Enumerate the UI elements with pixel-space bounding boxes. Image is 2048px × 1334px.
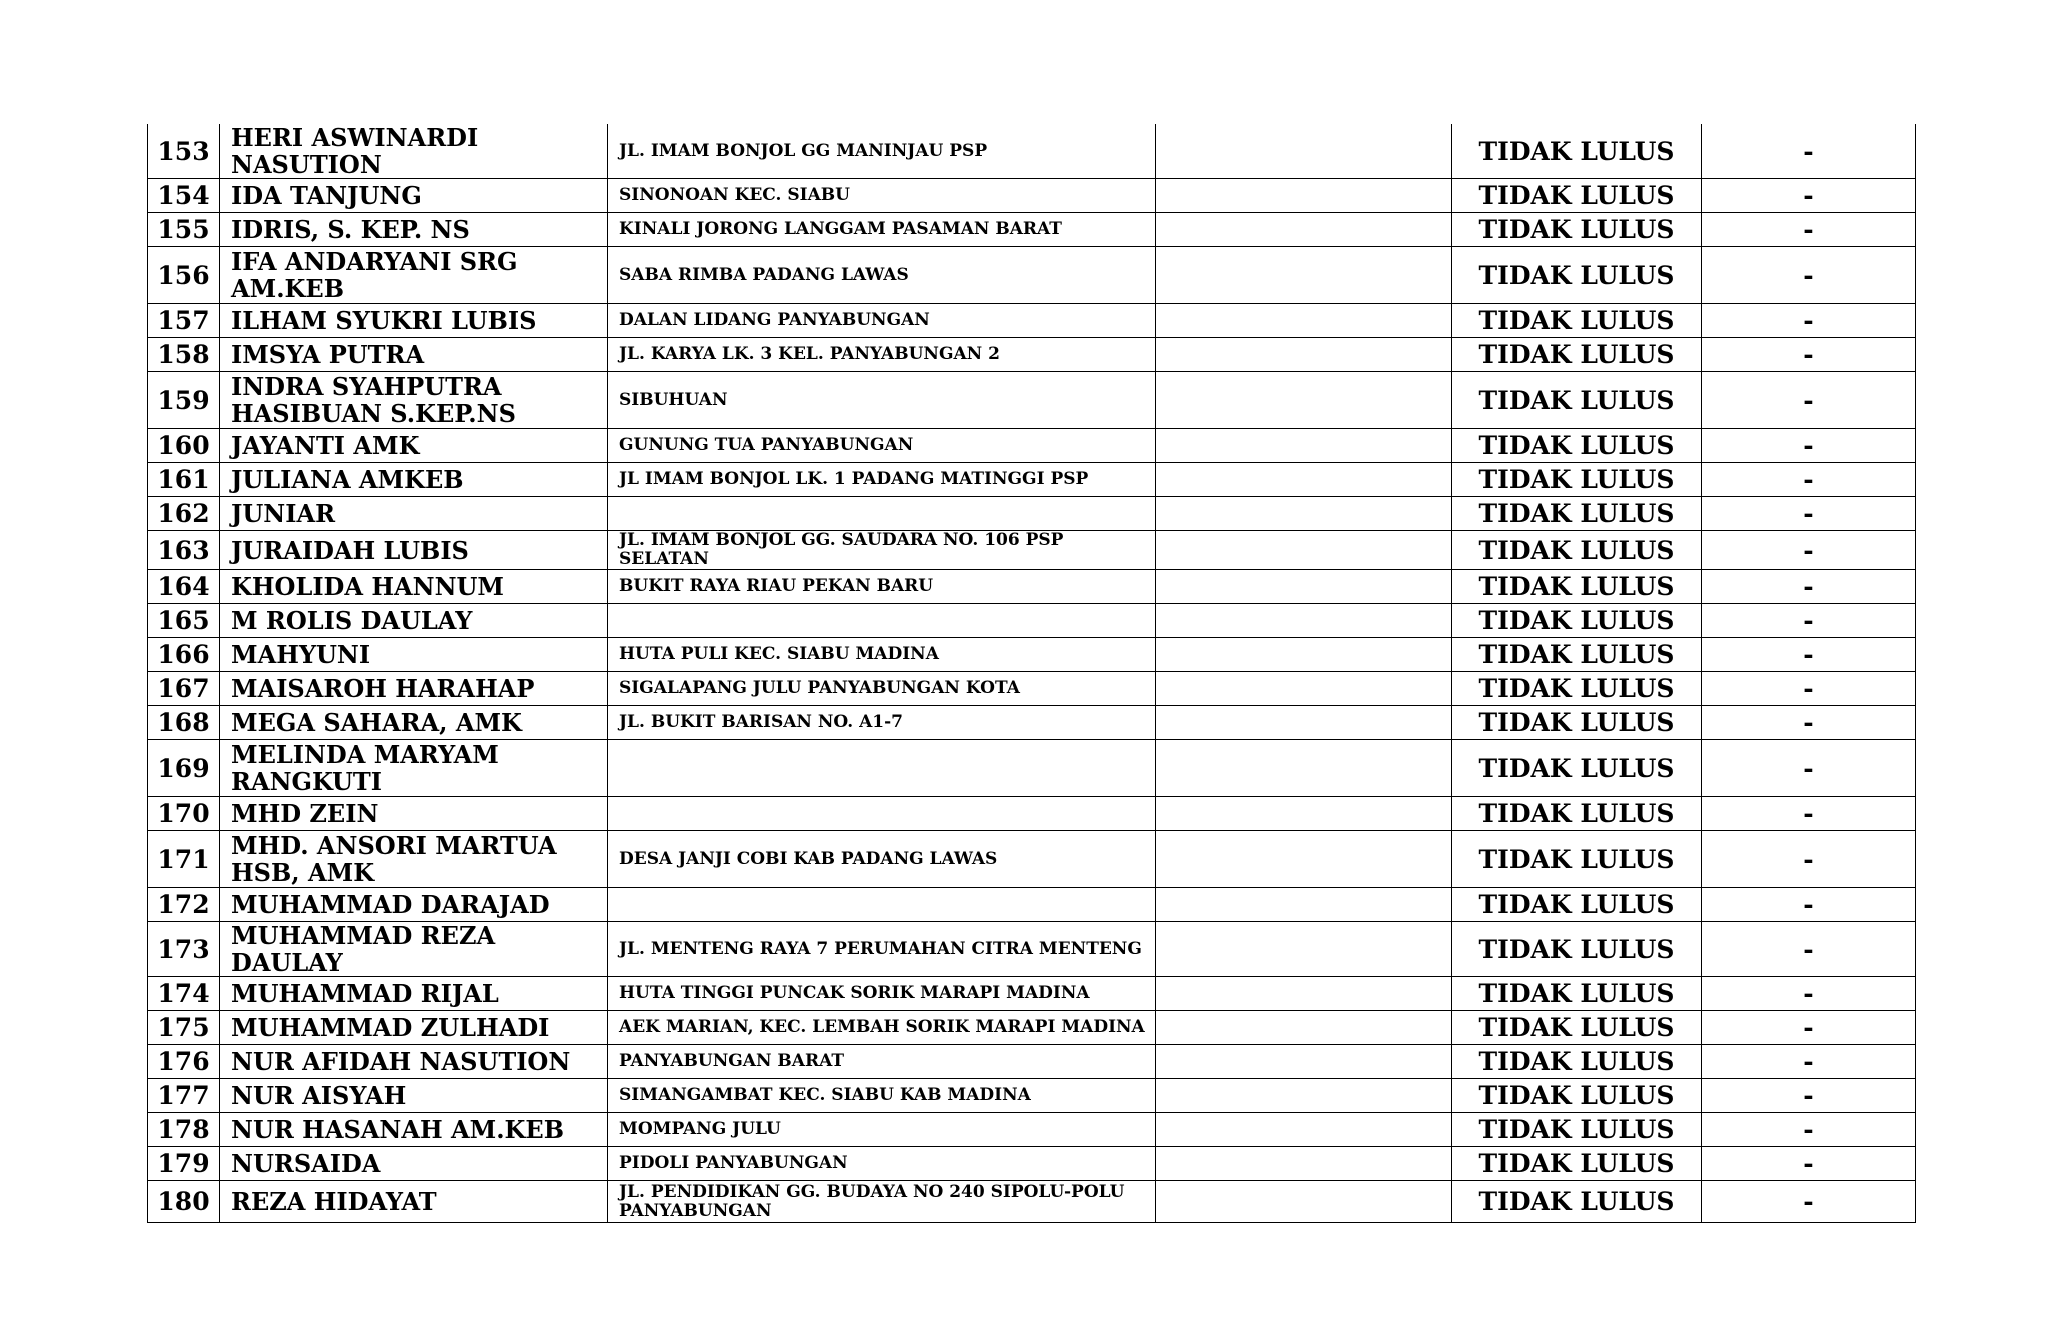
note-cell: -: [1702, 570, 1916, 604]
table-row: [148, 1113, 1916, 1147]
results-table-body: [148, 124, 1916, 1223]
empty-cell: [1156, 463, 1452, 497]
note-cell: -: [1702, 179, 1916, 213]
table-row: [148, 888, 1916, 922]
note-cell: -: [1702, 1147, 1916, 1181]
empty-cell: [1156, 672, 1452, 706]
status-cell: TIDAK LULUS: [1452, 497, 1702, 531]
status-cell: TIDAK LULUS: [1452, 740, 1702, 797]
row-number-cell: 156: [148, 247, 220, 304]
address-cell: [608, 497, 1156, 531]
row-number-cell: 175: [148, 1011, 220, 1045]
participant-name-cell: IDRIS, S. KEP. NS: [220, 213, 608, 247]
note-cell: -: [1702, 497, 1916, 531]
row-number-cell: 167: [148, 672, 220, 706]
participant-name-cell: MAHYUNI: [220, 638, 608, 672]
table-row: [148, 740, 1916, 797]
participant-name-cell: INDRA SYAHPUTRA HASIBUAN S.KEP.NS: [220, 372, 608, 429]
participant-name-cell: JUNIAR: [220, 497, 608, 531]
address-cell: MOMPANG JULU: [608, 1113, 1156, 1147]
empty-cell: [1156, 338, 1452, 372]
participant-name-cell: MUHAMMAD RIJAL: [220, 977, 608, 1011]
table-row: [148, 570, 1916, 604]
row-number-cell: 171: [148, 831, 220, 888]
participant-name-cell: MEGA SAHARA, AMK: [220, 706, 608, 740]
participant-name-cell: KHOLIDA HANNUM: [220, 570, 608, 604]
participant-name-cell: NUR HASANAH AM.KEB: [220, 1113, 608, 1147]
row-number-cell: 157: [148, 304, 220, 338]
empty-cell: [1156, 797, 1452, 831]
row-number-cell: 174: [148, 977, 220, 1011]
status-cell: TIDAK LULUS: [1452, 638, 1702, 672]
participant-name-cell: IMSYA PUTRA: [220, 338, 608, 372]
empty-cell: [1156, 638, 1452, 672]
row-number-cell: 160: [148, 429, 220, 463]
status-cell: TIDAK LULUS: [1452, 672, 1702, 706]
address-cell: JL. IMAM BONJOL GG MANINJAU PSP: [608, 124, 1156, 179]
participant-name-cell: NUR AFIDAH NASUTION: [220, 1045, 608, 1079]
status-cell: TIDAK LULUS: [1452, 922, 1702, 977]
status-cell: TIDAK LULUS: [1452, 429, 1702, 463]
note-cell: -: [1702, 672, 1916, 706]
empty-cell: [1156, 1045, 1452, 1079]
address-cell: SIGALAPANG JULU PANYABUNGAN KOTA: [608, 672, 1156, 706]
status-cell: TIDAK LULUS: [1452, 124, 1702, 179]
note-cell: -: [1702, 247, 1916, 304]
address-cell: [608, 797, 1156, 831]
table-row: [148, 977, 1916, 1011]
table-row: [148, 638, 1916, 672]
address-cell: JL. PENDIDIKAN GG. BUDAYA NO 240 SIPOLU-POLU PANYABUNGAN: [608, 1181, 1156, 1223]
status-cell: TIDAK LULUS: [1452, 338, 1702, 372]
table-row: [148, 429, 1916, 463]
empty-cell: [1156, 740, 1452, 797]
empty-cell: [1156, 1113, 1452, 1147]
participant-name-cell: NURSAIDA: [220, 1147, 608, 1181]
table-row: [148, 463, 1916, 497]
participant-name-cell: MHD ZEIN: [220, 797, 608, 831]
empty-cell: [1156, 1079, 1452, 1113]
table-row: [148, 124, 1916, 179]
note-cell: -: [1702, 463, 1916, 497]
empty-cell: [1156, 429, 1452, 463]
status-cell: TIDAK LULUS: [1452, 888, 1702, 922]
table-row: [148, 1011, 1916, 1045]
empty-cell: [1156, 179, 1452, 213]
participant-name-cell: IFA ANDARYANI SRG AM.KEB: [220, 247, 608, 304]
participant-name-cell: MUHAMMAD REZA DAULAY: [220, 922, 608, 977]
note-cell: -: [1702, 604, 1916, 638]
address-cell: JL. KARYA LK. 3 KEL. PANYABUNGAN 2: [608, 338, 1156, 372]
address-cell: PIDOLI PANYABUNGAN: [608, 1147, 1156, 1181]
status-cell: TIDAK LULUS: [1452, 570, 1702, 604]
note-cell: -: [1702, 304, 1916, 338]
table-row: [148, 1079, 1916, 1113]
table-row: [148, 338, 1916, 372]
empty-cell: [1156, 213, 1452, 247]
note-cell: -: [1702, 638, 1916, 672]
note-cell: -: [1702, 797, 1916, 831]
row-number-cell: 168: [148, 706, 220, 740]
empty-cell: [1156, 570, 1452, 604]
row-number-cell: 164: [148, 570, 220, 604]
participant-name-cell: JAYANTI AMK: [220, 429, 608, 463]
note-cell: -: [1702, 213, 1916, 247]
address-cell: [608, 888, 1156, 922]
address-cell: GUNUNG TUA PANYABUNGAN: [608, 429, 1156, 463]
empty-cell: [1156, 706, 1452, 740]
table-row: [148, 672, 1916, 706]
participant-name-cell: M ROLIS DAULAY: [220, 604, 608, 638]
participant-name-cell: MAISAROH HARAHAP: [220, 672, 608, 706]
row-number-cell: 158: [148, 338, 220, 372]
note-cell: -: [1702, 706, 1916, 740]
note-cell: -: [1702, 740, 1916, 797]
status-cell: TIDAK LULUS: [1452, 706, 1702, 740]
participant-name-cell: MHD. ANSORI MARTUA HSB, AMK: [220, 831, 608, 888]
table-row: [148, 372, 1916, 429]
table-row: [148, 179, 1916, 213]
status-cell: TIDAK LULUS: [1452, 604, 1702, 638]
row-number-cell: 178: [148, 1113, 220, 1147]
row-number-cell: 163: [148, 531, 220, 570]
row-number-cell: 154: [148, 179, 220, 213]
empty-cell: [1156, 922, 1452, 977]
empty-cell: [1156, 531, 1452, 570]
status-cell: TIDAK LULUS: [1452, 463, 1702, 497]
note-cell: -: [1702, 429, 1916, 463]
status-cell: TIDAK LULUS: [1452, 531, 1702, 570]
status-cell: TIDAK LULUS: [1452, 831, 1702, 888]
row-number-cell: 170: [148, 797, 220, 831]
address-cell: DESA JANJI COBI KAB PADANG LAWAS: [608, 831, 1156, 888]
address-cell: JL. IMAM BONJOL GG. SAUDARA NO. 106 PSP SELATAN: [608, 531, 1156, 570]
row-number-cell: 173: [148, 922, 220, 977]
table-row: [148, 497, 1916, 531]
status-cell: TIDAK LULUS: [1452, 977, 1702, 1011]
status-cell: TIDAK LULUS: [1452, 213, 1702, 247]
address-cell: AEK MARIAN, KEC. LEMBAH SORIK MARAPI MADINA: [608, 1011, 1156, 1045]
empty-cell: [1156, 1147, 1452, 1181]
participant-name-cell: IDA TANJUNG: [220, 179, 608, 213]
status-cell: TIDAK LULUS: [1452, 372, 1702, 429]
note-cell: -: [1702, 888, 1916, 922]
note-cell: -: [1702, 531, 1916, 570]
empty-cell: [1156, 604, 1452, 638]
row-number-cell: 166: [148, 638, 220, 672]
table-row: [148, 1181, 1916, 1223]
note-cell: -: [1702, 338, 1916, 372]
note-cell: -: [1702, 831, 1916, 888]
table-row: [148, 1045, 1916, 1079]
row-number-cell: 165: [148, 604, 220, 638]
address-cell: [608, 740, 1156, 797]
address-cell: [608, 604, 1156, 638]
participant-name-cell: MUHAMMAD ZULHADI: [220, 1011, 608, 1045]
participant-name-cell: MELINDA MARYAM RANGKUTI: [220, 740, 608, 797]
table-row: [148, 831, 1916, 888]
address-cell: JL. MENTENG RAYA 7 PERUMAHAN CITRA MENTENG: [608, 922, 1156, 977]
empty-cell: [1156, 372, 1452, 429]
row-number-cell: 176: [148, 1045, 220, 1079]
status-cell: TIDAK LULUS: [1452, 179, 1702, 213]
address-cell: PANYABUNGAN BARAT: [608, 1045, 1156, 1079]
note-cell: -: [1702, 922, 1916, 977]
row-number-cell: 159: [148, 372, 220, 429]
empty-cell: [1156, 124, 1452, 179]
table-row: [148, 706, 1916, 740]
participant-name-cell: JULIANA AMKEB: [220, 463, 608, 497]
status-cell: TIDAK LULUS: [1452, 1079, 1702, 1113]
row-number-cell: 177: [148, 1079, 220, 1113]
empty-cell: [1156, 1181, 1452, 1223]
participant-name-cell: REZA HIDAYAT: [220, 1181, 608, 1223]
note-cell: -: [1702, 1045, 1916, 1079]
empty-cell: [1156, 888, 1452, 922]
address-cell: SINONOAN KEC. SIABU: [608, 179, 1156, 213]
table-row: [148, 531, 1916, 570]
note-cell: -: [1702, 1113, 1916, 1147]
note-cell: -: [1702, 124, 1916, 179]
status-cell: TIDAK LULUS: [1452, 1147, 1702, 1181]
address-cell: BUKIT RAYA RIAU PEKAN BARU: [608, 570, 1156, 604]
row-number-cell: 180: [148, 1181, 220, 1223]
empty-cell: [1156, 977, 1452, 1011]
participant-name-cell: NUR AISYAH: [220, 1079, 608, 1113]
row-number-cell: 153: [148, 124, 220, 179]
status-cell: TIDAK LULUS: [1452, 1045, 1702, 1079]
row-number-cell: 179: [148, 1147, 220, 1181]
row-number-cell: 169: [148, 740, 220, 797]
row-number-cell: 172: [148, 888, 220, 922]
status-cell: TIDAK LULUS: [1452, 1181, 1702, 1223]
note-cell: -: [1702, 1011, 1916, 1045]
row-number-cell: 162: [148, 497, 220, 531]
empty-cell: [1156, 497, 1452, 531]
address-cell: JL IMAM BONJOL LK. 1 PADANG MATINGGI PSP: [608, 463, 1156, 497]
participant-name-cell: HERI ASWINARDI NASUTION: [220, 124, 608, 179]
empty-cell: [1156, 304, 1452, 338]
status-cell: TIDAK LULUS: [1452, 1011, 1702, 1045]
table-row: [148, 922, 1916, 977]
table-row: [148, 1147, 1916, 1181]
participant-name-cell: JURAIDAH LUBIS: [220, 531, 608, 570]
row-number-cell: 161: [148, 463, 220, 497]
table-row: [148, 213, 1916, 247]
participant-name-cell: MUHAMMAD DARAJAD: [220, 888, 608, 922]
address-cell: SABA RIMBA PADANG LAWAS: [608, 247, 1156, 304]
address-cell: HUTA TINGGI PUNCAK SORIK MARAPI MADINA: [608, 977, 1156, 1011]
status-cell: TIDAK LULUS: [1452, 247, 1702, 304]
status-cell: TIDAK LULUS: [1452, 1113, 1702, 1147]
table-row: [148, 304, 1916, 338]
note-cell: -: [1702, 372, 1916, 429]
table-row: [148, 797, 1916, 831]
address-cell: JL. BUKIT BARISAN NO. A1-7: [608, 706, 1156, 740]
note-cell: -: [1702, 1181, 1916, 1223]
address-cell: DALAN LIDANG PANYABUNGAN: [608, 304, 1156, 338]
note-cell: -: [1702, 977, 1916, 1011]
address-cell: SIMANGAMBAT KEC. SIABU KAB MADINA: [608, 1079, 1156, 1113]
note-cell: -: [1702, 1079, 1916, 1113]
table-row: [148, 604, 1916, 638]
empty-cell: [1156, 831, 1452, 888]
address-cell: KINALI JORONG LANGGAM PASAMAN BARAT: [608, 213, 1156, 247]
status-cell: TIDAK LULUS: [1452, 797, 1702, 831]
table-row: [148, 247, 1916, 304]
address-cell: SIBUHUAN: [608, 372, 1156, 429]
empty-cell: [1156, 1011, 1452, 1045]
address-cell: HUTA PULI KEC. SIABU MADINA: [608, 638, 1156, 672]
row-number-cell: 155: [148, 213, 220, 247]
status-cell: TIDAK LULUS: [1452, 304, 1702, 338]
participant-name-cell: ILHAM SYUKRI LUBIS: [220, 304, 608, 338]
empty-cell: [1156, 247, 1452, 304]
results-table: [147, 124, 1916, 1223]
